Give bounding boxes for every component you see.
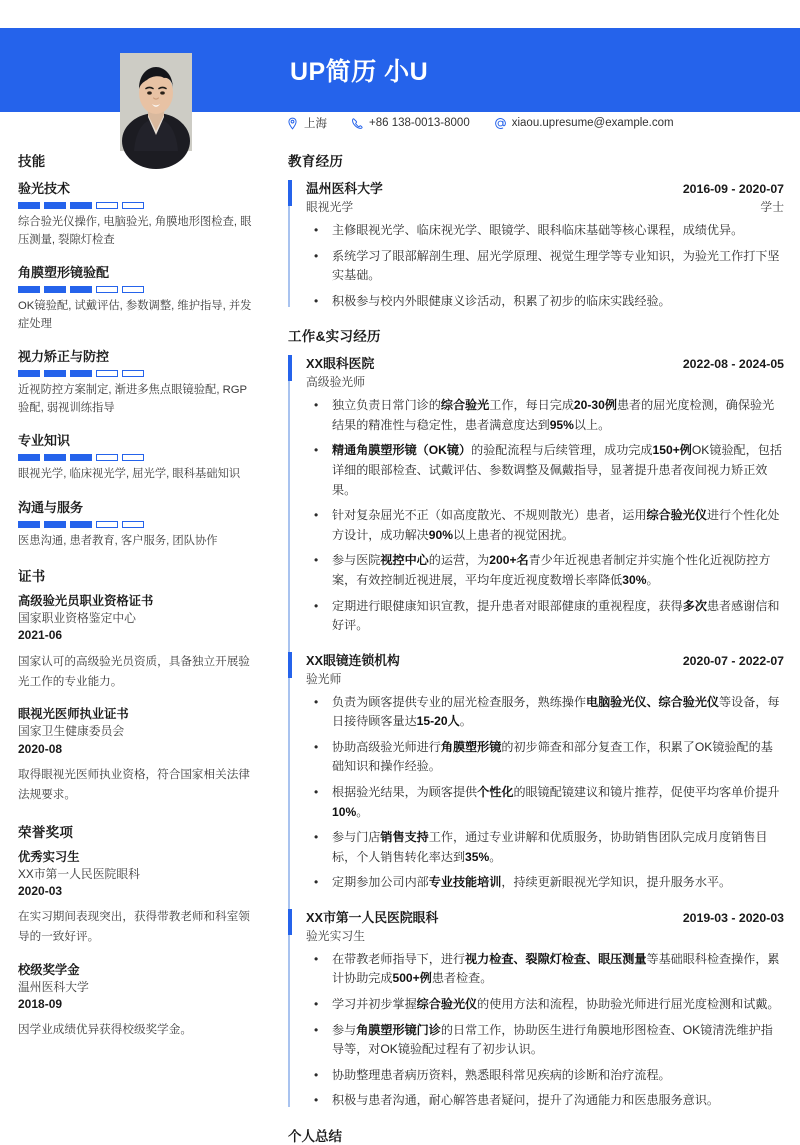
bullet-list	[306, 396, 784, 635]
bullet-item: • 根据验光结果，为顾客提供个性化的眼镜配镜建议和镜片推荐，促使平均客单价提升10%。	[306, 783, 784, 822]
skill-level-segment	[96, 521, 118, 528]
award-item-issuer: 温州医科大学	[18, 979, 89, 994]
bullet-item: • 积极与患者沟通，耐心解答患者疑问，提升了沟通能力和医患服务意识。	[306, 1091, 784, 1111]
work-role: 验光师	[306, 671, 342, 686]
skills-section	[18, 150, 253, 550]
certificate-item-description: 取得眼视光医师执业资格，符合国家相关法律法规要求。	[18, 767, 250, 802]
work-item	[298, 353, 784, 635]
skill-level-meter	[18, 454, 253, 461]
award-item	[18, 962, 253, 1041]
award-item-date: 2020-03	[18, 883, 63, 898]
bullet-item: • 精通角膜塑形镜（OK镜）的验配流程与后续管理，成功完成150+例OK镜验配，包括详细的眼部检查、试戴评估、参数调整及佩戴指导，显著提升患者夜间视力矫正效果。	[306, 441, 784, 500]
skill-item	[18, 346, 253, 417]
education-section-title: 教育经历	[288, 154, 344, 169]
work-company: XX市第一人民医院眼科	[306, 909, 439, 925]
main-column	[288, 150, 784, 1145]
skill-level-segment	[96, 370, 118, 377]
work-item	[298, 907, 784, 1111]
contact-phone-text: +86 138-0013-8000	[369, 117, 470, 129]
skill-level-segment	[44, 286, 66, 293]
skill-level-segment	[70, 286, 92, 293]
award-item-description: 因学业成绩优异获得校级奖学金。	[18, 1023, 192, 1037]
skill-level-segment	[96, 454, 118, 461]
education-section	[288, 150, 784, 311]
bullet-item: • 参与角膜塑形镜门诊的日常工作，协助医生进行角膜地形图检查、OK镜清洗维护指导等，对OK镜验配过程有了初步认识。	[306, 1021, 784, 1060]
bullet-item: • 负责为顾客提供专业的屈光检查服务，熟练操作电脑验光仪、综合验光仪等设备，每日接待顾客量达15-20人。	[306, 693, 784, 732]
skill-level-meter	[18, 202, 253, 209]
work-role: 验光实习生	[306, 928, 365, 943]
work-item-header	[306, 353, 784, 372]
skill-level-segment	[70, 521, 92, 528]
work-company: XX眼科医院	[306, 356, 375, 372]
bullet-item: • 独立负责日常门诊的综合验光工作，每日完成20-30例患者的屈光度检测，确保验光结果的精准性与稳定性，患者满意度达到95%以上。	[306, 396, 784, 435]
skill-level-segment	[18, 521, 40, 528]
awards-list	[18, 849, 253, 1041]
work-section-title: 工作&实习经历	[288, 329, 381, 345]
work-item	[298, 650, 784, 893]
skill-level-segment	[18, 370, 40, 377]
contact-location-text: 上海	[304, 118, 327, 130]
bullet-item: • 在带教老师指导下，进行视力检查、裂隙灯检查、眼压测量等基础眼科检查操作，累计协助完成500+例患者检查。	[306, 950, 784, 989]
work-date-range: 2019-03 - 2020-03	[682, 910, 784, 925]
skill-name: 角膜塑形镜验配	[18, 265, 110, 280]
skill-description: 综合验光仪操作, 电脑验光, 角膜地形图检查, 眼压测量, 裂隙灯检查	[18, 216, 252, 246]
location-pin-icon	[286, 117, 299, 130]
certificate-item-title: 高级验光员职业资格证书	[18, 594, 154, 608]
work-section	[288, 325, 784, 1111]
certificates-section	[18, 565, 253, 806]
skill-level-meter	[18, 521, 253, 528]
certificate-item-title: 眼视光医师执业证书	[18, 707, 129, 722]
education-date-range: 2016-09 - 2020-07	[682, 182, 784, 196]
certificate-item-date: 2020-08	[18, 741, 63, 756]
skill-level-segment	[122, 286, 144, 293]
certificate-item	[18, 593, 253, 692]
avatar	[120, 53, 192, 151]
certificates-section-title: 证书	[18, 569, 46, 584]
bullet-item: • 学习并初步掌握综合验光仪的使用方法和流程，协助验光师进行屈光度检测和试戴。	[306, 995, 784, 1015]
contact-bar	[286, 115, 674, 131]
certificates-list	[18, 593, 253, 806]
skill-name: 专业知识	[18, 433, 71, 448]
skill-description: 眼视光学, 临床视光学, 屈光学, 眼科基础知识	[18, 468, 241, 480]
bullet-item: • 定期参加公司内部专业技能培训，持续更新眼视光学知识，提升服务水平。	[306, 873, 784, 893]
education-item-subheader	[306, 198, 784, 215]
bullet-list	[306, 950, 784, 1111]
certificate-item	[18, 706, 253, 805]
bullet-item: • 针对复杂屈光不正（如高度散光、不规则散光）患者，运用综合验光仪进行个性化处方设计，成功解决90%以上患者的视觉困扰。	[306, 506, 784, 545]
awards-section-title: 荣誉奖项	[18, 824, 74, 840]
skill-item	[18, 262, 253, 333]
award-item-description: 在实习期间表现突出，获得带教老师和科室领导的一致好评。	[18, 910, 250, 944]
contact-email	[494, 117, 674, 130]
awards-section	[18, 821, 253, 1041]
sidebar	[18, 150, 253, 1056]
skill-level-segment	[122, 454, 144, 461]
award-item-issuer: XX市第一人民医院眼科	[18, 866, 140, 881]
work-role: 高级验光师	[306, 375, 365, 390]
award-item-title: 校级奖学金	[18, 962, 80, 977]
skill-item	[18, 430, 253, 484]
work-company: XX眼镜连锁机构	[306, 652, 400, 668]
certificate-item-description: 国家认可的高级验光员资质，具备独立开展验光工作的专业能力。	[18, 654, 250, 688]
skill-level-segment	[18, 454, 40, 461]
skill-level-segment	[70, 454, 92, 461]
work-item-header	[306, 650, 784, 669]
work-date-range: 2022-08 - 2024-05	[682, 357, 784, 372]
bullet-item: • 参与门店销售支持工作，通过专业讲解和优质服务，协助销售团队完成月度销售目标，个人销售转化率达到35%。	[306, 828, 784, 867]
work-list	[288, 353, 784, 1111]
skill-description: 医患沟通, 患者教育, 客户服务, 团队协作	[18, 534, 218, 547]
education-item	[298, 178, 784, 311]
skill-level-segment	[96, 202, 118, 209]
skills-section-title: 技能	[18, 154, 46, 169]
skill-level-segment	[44, 521, 66, 528]
skill-level-segment	[122, 521, 144, 528]
skill-level-segment	[122, 370, 144, 377]
education-list	[288, 178, 784, 311]
award-item-date: 2018-09	[18, 997, 63, 1012]
work-item-subheader	[306, 373, 784, 390]
skill-level-segment	[70, 370, 92, 377]
skill-level-segment	[18, 202, 40, 209]
page-title: UP简历 小U	[290, 58, 429, 86]
skill-description: 近视防控方案制定, 渐进多焦点眼镜验配, RGP验配, 弱视训练指导	[18, 384, 248, 414]
bullet-item: • 定期进行眼健康知识宣教，提升患者对眼部健康的重视程度，获得多次患者感谢信和好评。	[306, 597, 784, 636]
education-degree: 学士	[760, 200, 784, 214]
bullet-item: • 参与医院视控中心的运营，为200+名青少年近视患者制定并实施个性化近视防控方案，有效控制近视进展，平均年度近视度数增长率降低30%。	[306, 551, 784, 590]
bullet-item: • 积极参与校内外眼健康义诊活动，积累了初步的临床实践经验。	[306, 292, 784, 312]
work-item-header	[306, 907, 784, 926]
phone-icon	[351, 117, 364, 130]
award-item	[18, 849, 253, 948]
bullet-list	[306, 221, 784, 311]
skill-name: 验光技术	[18, 181, 71, 196]
bullet-item: • 协助整理患者病历资料，熟悉眼科常见疾病的诊断和治疗流程。	[306, 1066, 784, 1086]
summary-section-title: 个人总结	[288, 1128, 342, 1144]
work-item-subheader	[306, 670, 784, 687]
certificate-item-date: 2021-06	[18, 628, 63, 643]
contact-email-text: xiaou.upresume@example.com	[511, 117, 674, 129]
skill-level-segment	[44, 454, 66, 461]
education-school: 温州医科大学	[306, 181, 383, 196]
skills-list	[18, 178, 253, 550]
bullet-item: • 主修眼视光学、临床视光学、眼镜学、眼科临床基础等核心课程，成绩优异。	[306, 221, 784, 241]
bullet-item: • 系统学习了眼部解剖生理、屈光学原理、视觉生理学等专业知识，为验光工作打下坚实基础。	[306, 247, 784, 286]
skill-item	[18, 178, 253, 249]
contact-location	[286, 115, 327, 131]
certificate-item-issuer: 国家职业资格鉴定中心	[18, 611, 136, 626]
skill-level-meter	[18, 370, 253, 377]
bullet-item: • 协助高级验光师进行角膜塑形镜的初步筛查和部分复查工作，积累了OK镜验配的基础知识和操作经验。	[306, 738, 784, 777]
skill-description: OK镜验配, 试戴评估, 参数调整, 维护指导, 并发症处理	[18, 300, 252, 330]
skill-name: 沟通与服务	[18, 499, 84, 515]
skill-level-segment	[70, 202, 92, 209]
skill-level-segment	[122, 202, 144, 209]
email-at-icon	[494, 117, 507, 130]
work-date-range: 2020-07 - 2022-07	[682, 653, 784, 668]
education-item-header	[306, 178, 784, 197]
certificate-item-issuer: 国家卫生健康委员会	[18, 724, 125, 739]
skill-item	[18, 497, 253, 551]
education-major: 眼视光学	[306, 200, 354, 214]
skill-level-meter	[18, 286, 253, 293]
contact-phone	[351, 117, 470, 130]
skill-level-segment	[18, 286, 40, 293]
award-item-title: 优秀实习生	[18, 849, 80, 864]
skill-level-segment	[44, 370, 66, 377]
bullet-list	[306, 693, 784, 893]
skill-name: 视力矫正与防控	[18, 349, 110, 364]
skill-level-segment	[44, 202, 66, 209]
skill-level-segment	[96, 286, 118, 293]
work-item-subheader	[306, 927, 784, 944]
avatar-portrait-icon	[120, 53, 192, 151]
